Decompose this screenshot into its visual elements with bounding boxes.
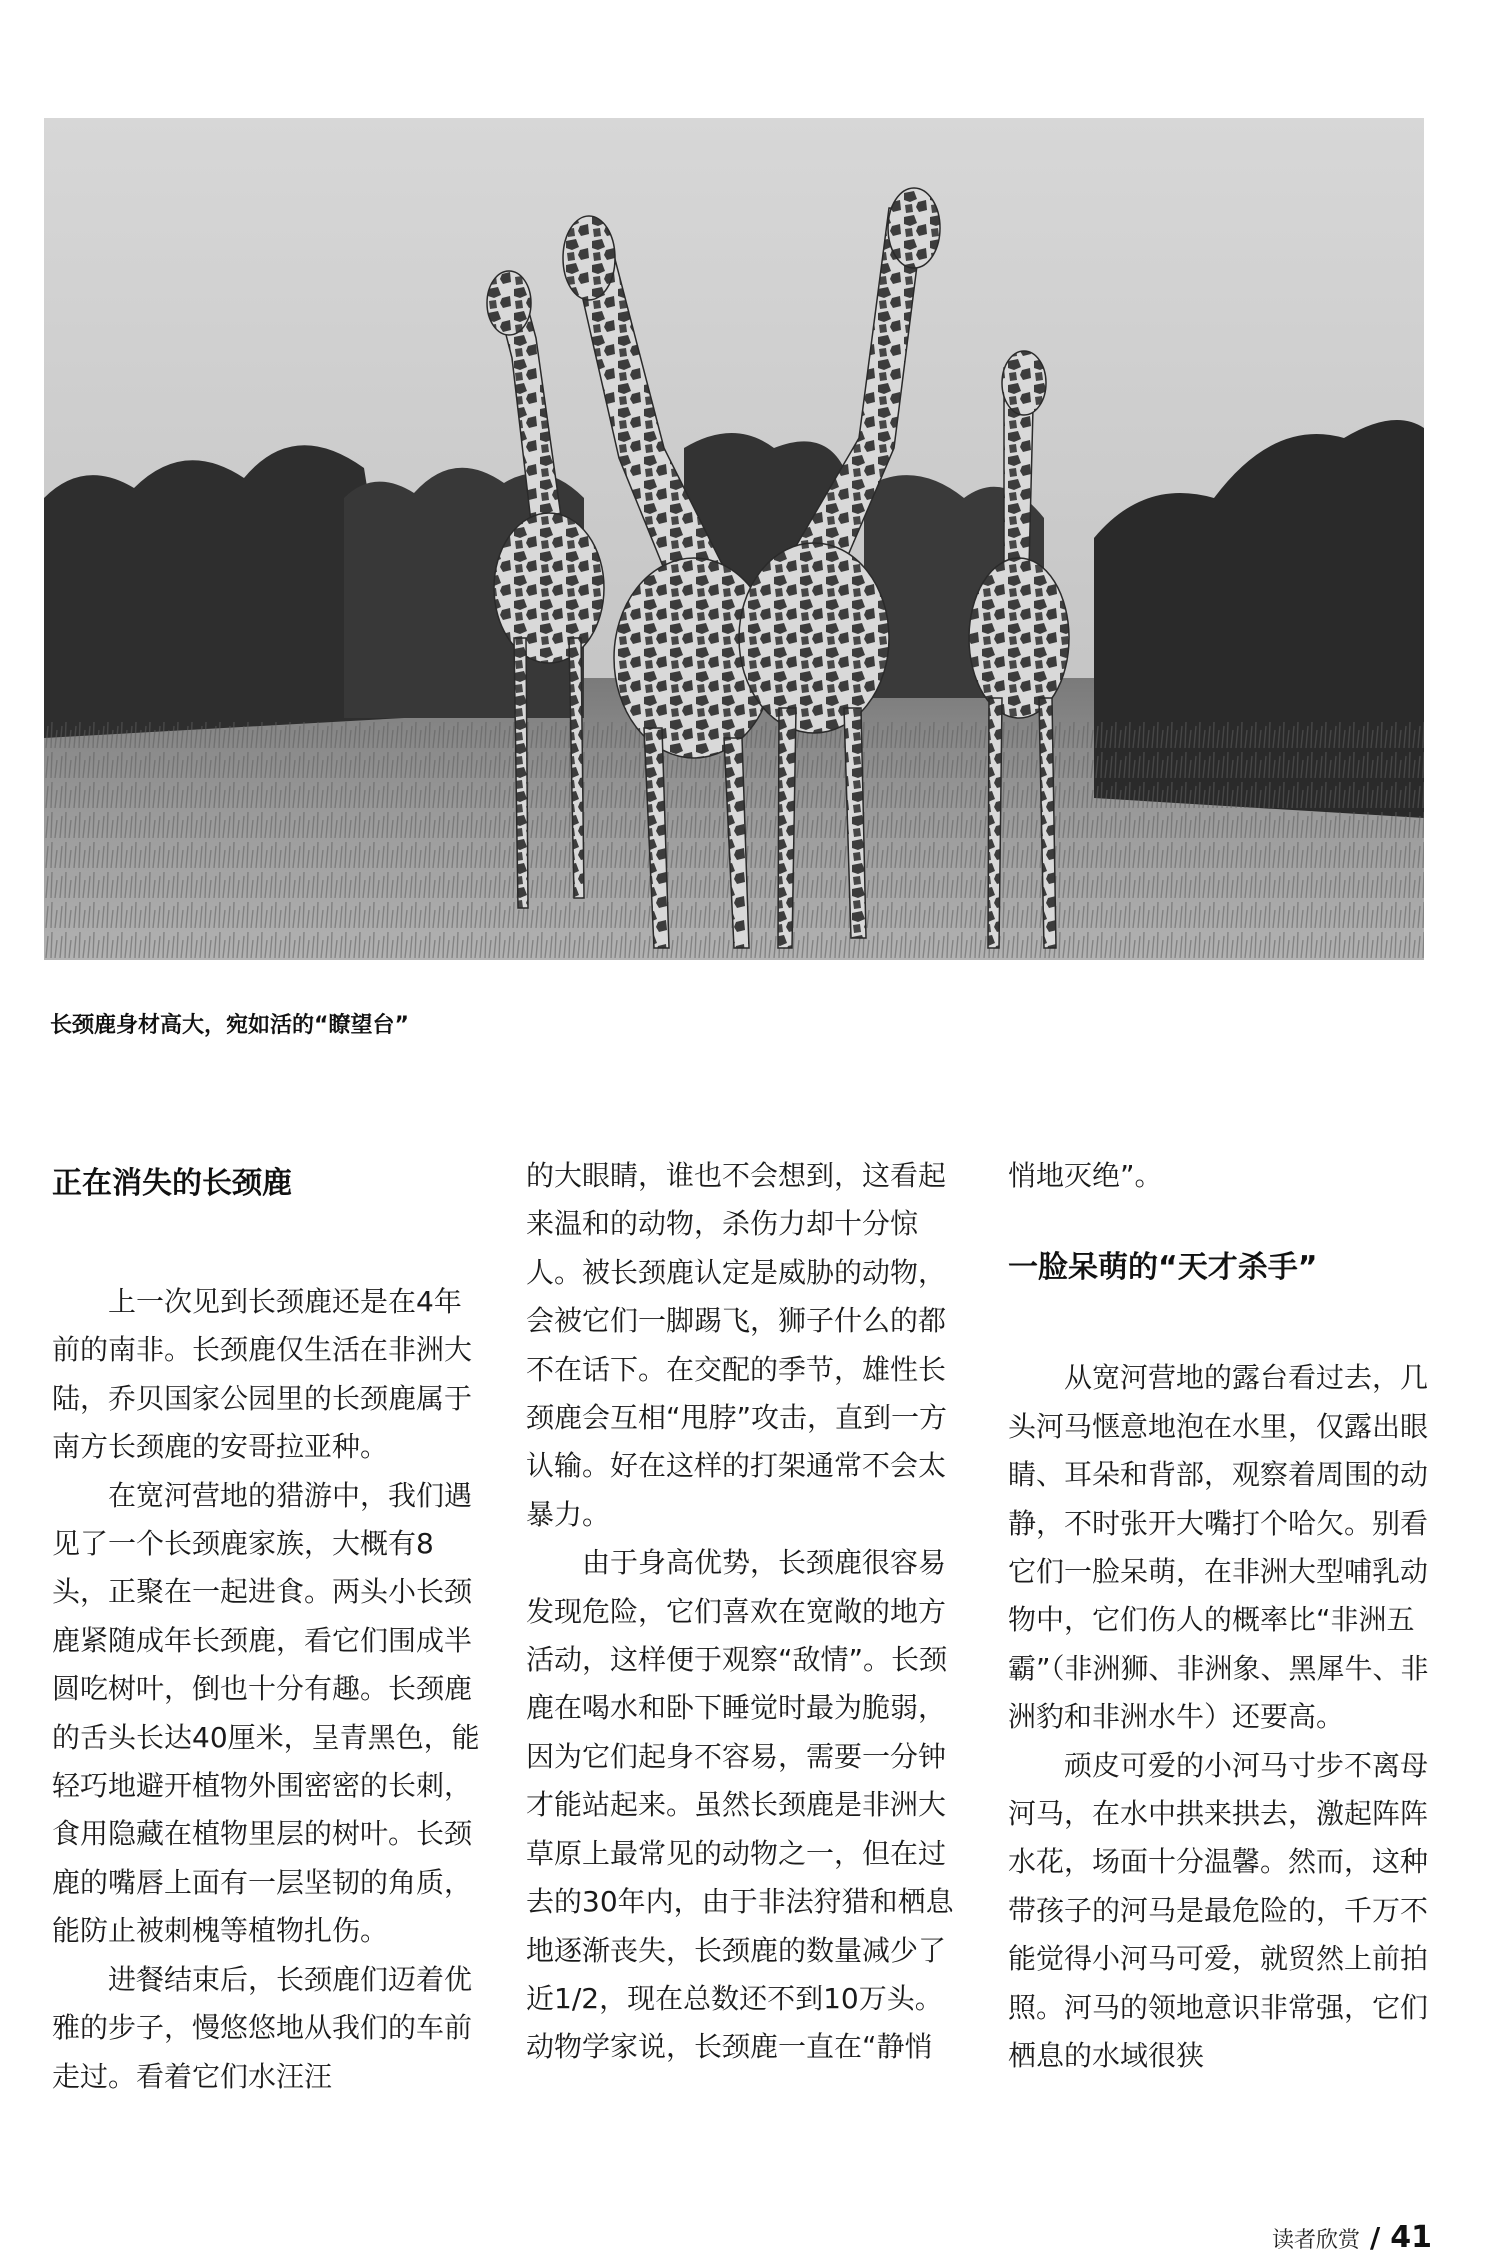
section-title-hippo: 一脸呆萌的“天才杀手” <box>1008 1250 1318 1286</box>
paragraph: 上一次见到长颈鹿还是在4年前的南非。长颈鹿仅生活在非洲大陆，乔贝国家公园里的长颈鹿属于南方长颈鹿的安哥拉亚种。 <box>52 1285 473 1464</box>
paragraph-continuation: 的大眼睛，谁也不会想到，这看起来温和的动物，杀伤力却十分惊人。被长颈鹿认定是威胁的动物，会被它们一脚踢飞，狮子什么的都不在话下。在交配的季节，雄性长颈鹿会互相“甩脖”攻击，直到一方认输。好在这样的打架通常不会太暴力。 <box>526 1159 948 1531</box>
paragraph: 进餐结束后，长颈鹿们迈着优雅的步子，慢悠悠地从我们的车前走过。看着它们水汪汪 <box>52 1962 473 2093</box>
article-column-1 <box>52 1160 488 2101</box>
article-column-3 <box>1008 1152 1444 2081</box>
publication-name: 读者欣赏 <box>1272 2228 1361 2253</box>
paragraph: 在宽河营地的猎游中，我们遇见了一个长颈鹿家族，大概有8头，正聚在一起进食。两头小长颈鹿紧随成年长颈鹿，看它们围成半圆吃树叶，倒也十分有趣。长颈鹿的舌头长达40厘米，呈青黑色，能轻巧地避开植物外围密密的长刺，食用隐藏在植物里层的树叶。长颈鹿的嘴唇上面有一层坚韧的角质，能防止被刺槐等植物扎伤。 <box>52 1478 480 1948</box>
giraffes-photo <box>44 118 1424 960</box>
paragraph: 从宽河营地的露台看过去，几头河马惬意地泡在水里，仅露出眼睛、耳朵和背部，观察着周围的动静，不时张开大嘴打个哈欠。别看它们一脸呆萌，在非洲大型哺乳动物中，它们伤人的概率比“非洲五霸”（非洲狮、非洲象、黑犀牛、非洲豹和非洲水牛）还要高。 <box>1008 1361 1429 1734</box>
section-title-disappearing-giraffes: 正在消失的长颈鹿 <box>52 1166 292 1201</box>
paragraph: 由于身高优势，长颈鹿很容易发现危险，它们喜欢在宽敞的地方活动，这样便于观察“敌情”。长颈鹿在喝水和卧下睡觉时最为脆弱，因为它们起身不容易，需要一分钟才能站起来。虽然长颈鹿是非洲大草原上最常见的动物之一，但在过去的30年内，由于非法狩猎和栖息地逐渐丧失，长颈鹿的数量减少了近1/2，现在总数还不到10万头。动物学家说，长颈鹿一直在“静悄 <box>526 1546 954 2064</box>
page-footer <box>1272 2220 1432 2255</box>
paragraph: 顽皮可爱的小河马寸步不离母河马，在水中拱来拱去，激起阵阵水花，场面十分温馨。然而，这种带孩子的河马是最危险的，千万不能觉得小河马可爱，就贸然上前拍照。河马的领地意识非常强，它们栖息的水域很狭 <box>1008 1748 1429 2073</box>
article-column-2 <box>526 1152 962 2072</box>
photo-caption: 长颈鹿身材高大，宛如活的“瞭望台” <box>50 1013 409 1038</box>
page-number: 41 <box>1390 2220 1432 2255</box>
footer-separator: / <box>1370 2221 1381 2254</box>
paragraph-continuation: 悄地灭绝”。 <box>1008 1159 1163 1192</box>
